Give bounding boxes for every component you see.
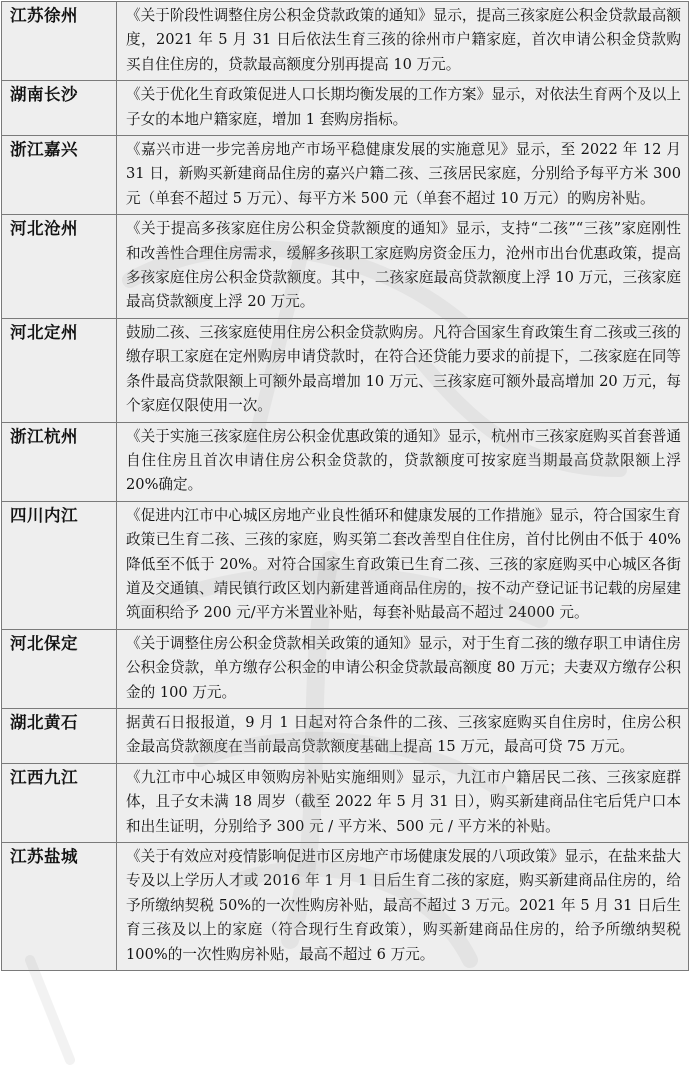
table-row <box>2 215 689 319</box>
city-cell: 湖北黄石 <box>2 708 117 763</box>
policy-text: 《关于调整住房公积金贷款相关政策的通知》显示，对于生育二孩的缴存职工申请住房公积金贷款，单方缴存公积金的申请公积金贷款最高额度 80 万元；夫妻双方缴存公积金的 100 万元。 <box>117 629 689 708</box>
table-row <box>2 136 689 215</box>
city-cell: 湖南长沙 <box>2 81 117 136</box>
table-row <box>2 81 689 136</box>
policy-text: 《九江市中心城区申领购房补贴实施细则》显示，九江市户籍居民二孩、三孩家庭群体，且子女未满 18 周岁（截至 2022 年 5 月 31 日），购买新建商品住宅后凭户口本和出生证明，分别给予 300 元 / 平方米、500 元 / 平方米的补贴。 <box>117 763 689 842</box>
policy-text: 《嘉兴市进一步完善房地产市场平稳健康发展的实施意见》显示，至 2022 年 12 月 31 日，新购买新建商品住房的嘉兴户籍二孩、三孩居民家庭，分别给予每平方米 300 元（单套不超过 5 万元）、每平方米 500 元（单套不超过 10 万元）的购房补贴。 <box>117 136 689 215</box>
table-row <box>2 2 689 81</box>
table-row <box>2 422 689 501</box>
table-row <box>2 318 689 422</box>
policy-text: 据黄石日报报道，9 月 1 日起对符合条件的二孩、三孩家庭购买自住房时，住房公积金最高贷款额度在当前最高贷款额度基础上提高 15 万元，最高可贷 75 万元。 <box>117 708 689 763</box>
city-cell: 浙江杭州 <box>2 422 117 501</box>
city-cell: 江苏徐州 <box>2 2 117 81</box>
policy-text: 《关于实施三孩家庭住房公积金优惠政策的通知》显示，杭州市三孩家庭购买首套普通自住住房且首次申请住房公积金贷款的，贷款额度可按家庭当期最高贷款限额上浮 20%确定。 <box>117 422 689 501</box>
city-cell: 江苏盐城 <box>2 843 117 971</box>
policy-text: 《关于提高多孩家庭住房公积金贷款额度的通知》显示，支持“二孩”“三孩”家庭刚性和改善性合理住房需求，缓解多孩职工家庭购房资金压力，沧州市出台优惠政策，提高多孩家庭住房公积金贷款额度。其中，二孩家庭最高贷款额度上浮 10 万元，三孩家庭最高贷款额度上浮 20 万元。 <box>117 215 689 319</box>
table-row <box>2 763 689 842</box>
policy-text: 《关于有效应对疫情影响促进市区房地产市场健康发展的八项政策》显示，在盐来盐大专及以上学历人才或 2016 年 1 月 1 日后生育二孩的家庭，购买新建商品住房的，给予所缴纳契税 50%的一次性购房补贴，最高不超过 3 万元。2021 年 5 月 31 日后生育三孩及以上的家庭（符合现行生育政策），购买新建商品住房的，给予所缴纳契税 100%的一次性购房补贴，最高不超过 6 万元。 <box>117 843 689 971</box>
policy-text: 《促进内江市中心城区房地产业良性循环和健康发展的工作措施》显示，符合国家生育政策已生育二孩、三孩的家庭，购买第二套改善型自住住房，首付比例由不低于 40%降低至不低于 20%。对符合国家生育政策已生育二孩、三孩的家庭购买中心城区各街道及交通镇、靖民镇行政区划内新建普通商品住房的，按不动产登记证书记载的房屋建筑面积给予 200 元/平方米置业补贴，每套补贴最高不超过 24000 元。 <box>117 501 689 629</box>
policy-text: 鼓励二孩、三孩家庭使用住房公积金贷款购房。凡符合国家生育政策生育二孩或三孩的缴存职工家庭在定州购房申请贷款时，在符合还贷能力要求的前提下，二孩家庭在同等条件最高贷款限额上可额外最高增加 10 万元、三孩家庭可额外最高增加 20 万元，每个家庭仅限使用一次。 <box>117 318 689 422</box>
city-cell: 浙江嘉兴 <box>2 136 117 215</box>
policy-text: 《关于优化生育政策促进人口长期均衡发展的工作方案》显示，对依法生育两个及以上子女的本地户籍家庭，增加 1 套购房指标。 <box>117 81 689 136</box>
table-row <box>2 708 689 763</box>
city-cell: 四川内江 <box>2 501 117 629</box>
policy-table <box>1 1 689 971</box>
table-row <box>2 501 689 629</box>
city-cell: 河北保定 <box>2 629 117 708</box>
city-cell: 江西九江 <box>2 763 117 842</box>
policy-text: 《关于阶段性调整住房公积金贷款政策的通知》显示，提高三孩家庭公积金贷款最高额度，2021 年 5 月 31 日后依法生育三孩的徐州市户籍家庭，首次申请公积金贷款购买自住住房的，贷款最高额度分别再提高 10 万元。 <box>117 2 689 81</box>
city-cell: 河北沧州 <box>2 215 117 319</box>
city-cell: 河北定州 <box>2 318 117 422</box>
table-row <box>2 629 689 708</box>
table-row <box>2 843 689 971</box>
